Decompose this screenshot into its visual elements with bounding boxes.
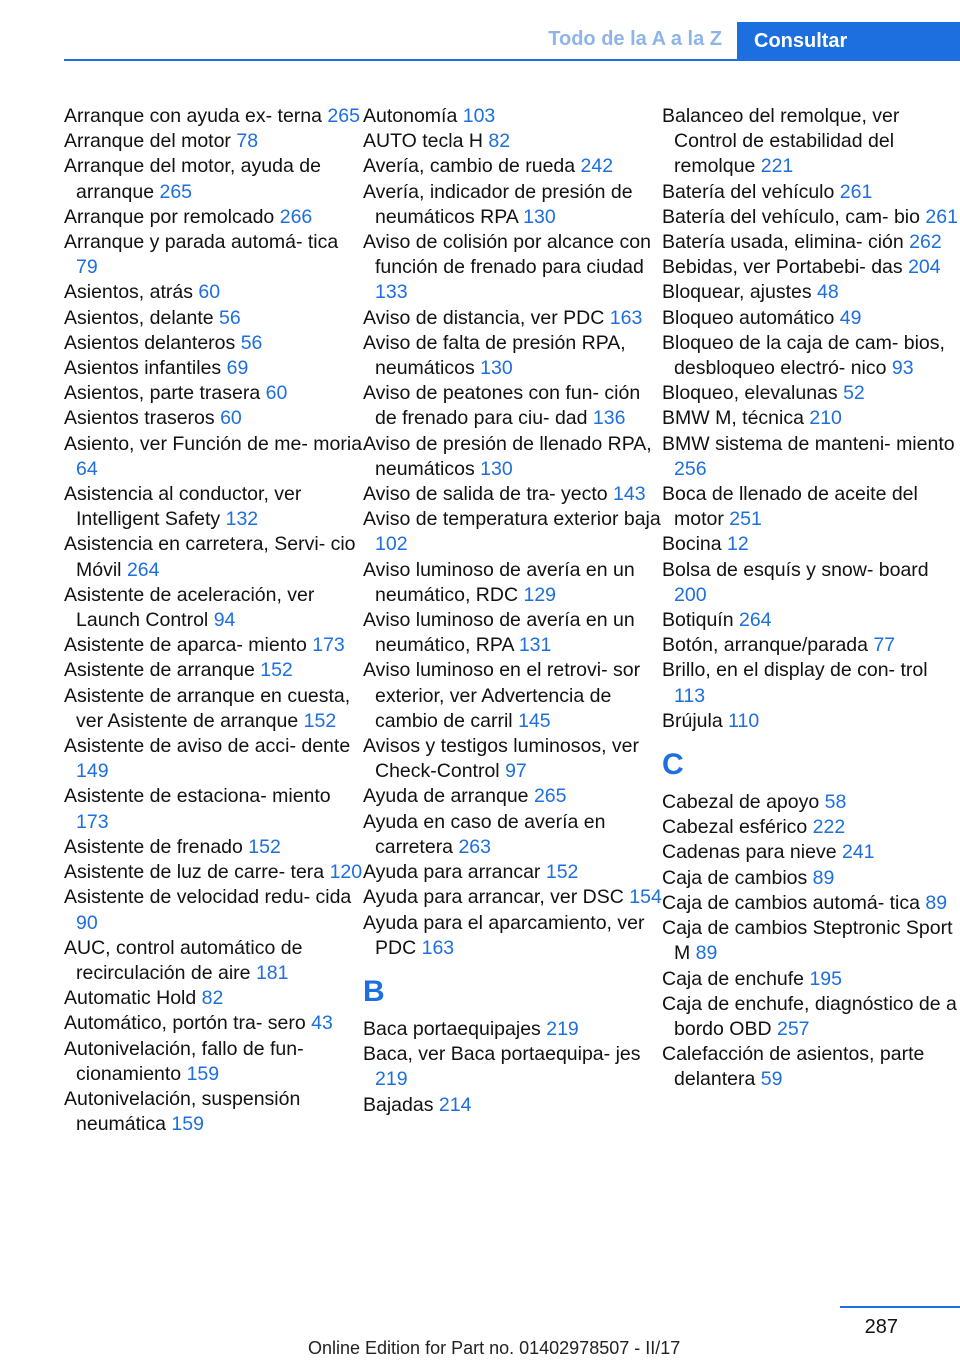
page-reference-link[interactable]: 130 (523, 205, 556, 228)
footer-rule (840, 1306, 960, 1308)
index-entry-term: Asistente de velocidad redu‐ cida (64, 886, 352, 909)
page-reference-link[interactable]: 103 (462, 105, 496, 127)
page-reference-link[interactable]: 265 (159, 180, 193, 203)
page-reference-link[interactable]: 49 (839, 306, 862, 329)
index-column-2 (363, 104, 663, 1118)
index-entry-term: Asistente de arranque en cuesta, ver Asistente de arranque (64, 684, 351, 732)
index-entry-term: Asientos delanteros (64, 331, 236, 354)
page-reference-link[interactable]: 219 (375, 1068, 408, 1091)
index-entry-term: Arranque del motor (64, 130, 231, 153)
page-reference-link[interactable]: 241 (841, 841, 875, 864)
index-entry-term: Aviso de falta de presión RPA, neumáticos (363, 331, 626, 380)
index-entry (662, 633, 960, 658)
index-entry (64, 885, 364, 935)
index-entry (363, 306, 663, 331)
index-entry-term: Batería usada, elimina‐ ción (662, 231, 904, 254)
page-reference-link[interactable]: 90 (76, 911, 98, 934)
page-reference-link[interactable]: 56 (240, 331, 263, 354)
page-reference-link[interactable]: 149 (76, 760, 109, 783)
page-reference-link[interactable]: 265 (327, 105, 360, 127)
page-reference-link[interactable]: 159 (186, 1062, 220, 1085)
page-reference-link[interactable]: 59 (760, 1068, 783, 1091)
index-entry-term: Aviso de colisión por alcance con función de frenado para ciudad (363, 231, 651, 279)
page-reference-link[interactable]: 261 (839, 180, 873, 203)
page-reference-link[interactable]: 173 (76, 810, 109, 833)
index-letter-heading: B (363, 974, 385, 1008)
index-entry (64, 835, 364, 860)
index-entry (64, 406, 364, 431)
page-reference-link[interactable]: 159 (171, 1113, 204, 1136)
page-reference-link[interactable]: 152 (303, 709, 337, 732)
index-entry (64, 532, 364, 582)
index-entry (363, 104, 663, 129)
page-reference-link[interactable]: 64 (76, 457, 98, 480)
index-entry (662, 992, 960, 1042)
index-entry (64, 205, 364, 230)
page-reference-link[interactable]: 163 (421, 936, 455, 959)
page-reference-link[interactable]: 181 (255, 961, 289, 984)
index-entry (64, 936, 364, 986)
index-column-3 (662, 104, 960, 1093)
index-entry (662, 967, 960, 992)
index-entry-term: Avería, indicador de presión de neumáticos RPA (363, 180, 633, 228)
page-reference-link[interactable]: 130 (480, 457, 513, 480)
index-entry-term: Bebidas, ver Portabebi‐ das (662, 256, 903, 279)
page-reference-link[interactable]: 113 (674, 684, 706, 707)
index-entry-term: Cadenas para nieve (662, 841, 837, 864)
index-entry (64, 104, 364, 129)
page-reference-link[interactable]: 48 (817, 281, 839, 304)
page-reference-link[interactable]: 77 (873, 634, 896, 657)
index-entry (64, 734, 364, 784)
page-reference-link[interactable]: 52 (843, 382, 865, 405)
index-entry (662, 306, 960, 331)
index-entry-term: Asistente de luz de carre‐ tera (64, 861, 325, 884)
index-entry (363, 1042, 663, 1092)
index-entry-term: Balanceo del remolque, ver Control de estabilidad del remolque (662, 105, 900, 178)
index-entry (64, 658, 364, 683)
index-entry (363, 154, 663, 179)
index-entry (64, 154, 364, 204)
index-entry-term: Botón, arranque/parada (662, 634, 868, 657)
page-reference-link[interactable]: 131 (518, 634, 552, 657)
page-reference-link[interactable]: 264 (126, 558, 160, 581)
index-entry-term: Arranque y parada automá‐ tica (64, 231, 339, 254)
page-reference-link[interactable]: 264 (738, 609, 772, 632)
page-reference-link[interactable]: 60 (265, 382, 288, 405)
index-entry-term: Baca portaequipajes (363, 1017, 541, 1040)
index-entry-term: Asiento, ver Función de me‐ moria (64, 432, 363, 455)
index-entry (363, 911, 663, 961)
index-entry-term: Caja de cambios automá‐ tica (662, 891, 920, 914)
index-entry-term: Aviso luminoso en el retrovi‐ sor exterior, ver Advertencia de cambio de carril (363, 659, 641, 732)
index-entry-term: Cabezal de apoyo (662, 791, 820, 814)
section-title: Todo de la A a la Z (548, 28, 722, 50)
index-entry (363, 1093, 663, 1118)
index-entry-term: Aviso luminoso de avería en un neumático, RDC (363, 558, 635, 606)
index-entry-term: Batería del vehículo (662, 180, 835, 203)
index-entry-term: Asientos, delante (64, 306, 214, 329)
page-reference-link[interactable]: 82 (201, 987, 224, 1010)
index-entry (662, 280, 960, 305)
index-entry-term: Ayuda para el aparcamiento, ver PDC (363, 911, 645, 959)
page-reference-link[interactable]: 262 (909, 231, 942, 254)
index-entry-term: Asientos traseros (64, 407, 215, 430)
index-entry-term: Asistente de frenado (64, 835, 243, 858)
index-entry (363, 331, 663, 381)
index-entry (662, 790, 960, 815)
index-entry-term: Bloqueo de la caja de cam‐ bios, desbloqueo electró‐ nico (662, 331, 945, 380)
index-entry (662, 255, 960, 280)
index-entry (662, 406, 960, 431)
index-entry (662, 840, 960, 865)
page-reference-link[interactable]: 58 (824, 791, 847, 814)
index-entry (363, 658, 663, 734)
page-reference-link[interactable]: 214 (438, 1093, 472, 1116)
index-entry-term: Aviso de temperatura exterior baja (363, 508, 661, 531)
page-reference-link[interactable]: 219 (546, 1017, 579, 1040)
edition-note: Online Edition for Part no. 01402978507 - II/17 (308, 1338, 681, 1358)
page-reference-link[interactable]: 69 (226, 357, 249, 380)
index-entry (363, 558, 663, 608)
index-entry-term: Asistente de estaciona‐ miento (64, 785, 331, 808)
index-entry-term: Asistente de aviso de acci‐ dente (64, 735, 351, 758)
index-entry-term: Boca de llenado de aceite del motor (662, 483, 918, 531)
index-entry (363, 129, 663, 154)
index-entry (363, 180, 663, 230)
page-reference-link[interactable]: 130 (480, 357, 513, 380)
index-entry-term: Aviso de salida de tra‐ yecto (363, 483, 608, 506)
page-number: 287 (864, 1316, 898, 1338)
index-entry (363, 810, 663, 860)
index-entry (363, 230, 663, 306)
index-entry (662, 1042, 960, 1092)
index-entry (662, 709, 960, 734)
index-entry-term: Bajadas (363, 1093, 434, 1116)
index-entry-term: Caja de cambios Steptronic Sport M (662, 917, 953, 965)
index-entry-term: Aviso de presión de llenado RPA, neumáticos (363, 432, 652, 480)
index-entry (662, 331, 960, 381)
index-entry (363, 507, 663, 557)
index-entry-term: Ayuda para arrancar, ver DSC (363, 886, 624, 909)
page-reference-link[interactable]: 120 (329, 861, 363, 884)
page-reference-link[interactable]: 200 (674, 583, 707, 606)
index-entry (662, 532, 960, 557)
index-entry-term: Bloqueo automático (662, 306, 835, 329)
index-entry (363, 381, 663, 431)
index-column-1 (64, 104, 364, 1137)
page-reference-link[interactable]: 56 (219, 306, 241, 329)
index-entry-term: AUC, control automático de recirculación de aire (64, 936, 303, 984)
page-reference-link[interactable]: 263 (458, 835, 491, 858)
page-reference-link[interactable]: 43 (311, 1012, 333, 1035)
page-reference-link[interactable]: 60 (220, 407, 242, 430)
index-entry (64, 986, 364, 1011)
index-entry (64, 1011, 364, 1036)
page-reference-link[interactable]: 152 (545, 861, 579, 884)
page-reference-link[interactable]: 93 (891, 357, 914, 380)
page-reference-link[interactable]: 145 (518, 709, 551, 732)
index-entry-term: Asientos, atrás (64, 281, 193, 304)
index-entry-term: Caja de enchufe, diagnóstico de a bordo OBD (662, 992, 957, 1040)
page-reference-link[interactable]: 132 (225, 508, 259, 531)
index-entry-term: Asistente de arranque (64, 659, 255, 682)
page-reference-link[interactable]: 89 (925, 891, 948, 914)
page-reference-link[interactable]: 60 (198, 281, 221, 304)
index-entry-term: AUTO tecla H (363, 130, 483, 153)
page-reference-link[interactable]: 222 (812, 816, 846, 839)
page-reference-link[interactable]: 152 (260, 659, 293, 682)
index-entry (64, 280, 364, 305)
index-entry-term: Bloqueo, elevalunas (662, 382, 838, 405)
index-entry-term: Ayuda para arrancar (363, 861, 541, 884)
index-entry-term: Caja de cambios (662, 866, 808, 889)
index-entry (662, 815, 960, 840)
page-reference-link[interactable]: 97 (505, 760, 527, 783)
index-entry (64, 684, 364, 734)
index-entry (363, 1017, 663, 1042)
page-reference-link[interactable]: 256 (674, 457, 707, 480)
page-reference-link[interactable]: 133 (375, 281, 408, 304)
index-entry-term: Ayuda en caso de avería en carretera (363, 810, 606, 858)
index-entry-term: Asistencia en carretera, Servi‐ cio Móvil (64, 533, 356, 581)
page-reference-link[interactable]: 136 (592, 407, 626, 430)
index-entry-term: Aviso luminoso de avería en un neumático, RPA (363, 609, 635, 657)
page-reference-link[interactable]: 195 (809, 967, 842, 990)
index-entry-term: Bloquear, ajustes (662, 281, 812, 304)
index-entry (64, 784, 364, 834)
index-entry-term: Bolsa de esquís y snow‐ board (662, 558, 929, 581)
index-entry (64, 1087, 364, 1137)
index-entry-term: Autonivelación, fallo de fun‐ cionamiento (64, 1037, 304, 1085)
page-reference-link[interactable]: 154 (629, 886, 662, 909)
index-entry (64, 583, 364, 633)
page-reference-link[interactable]: 251 (729, 508, 762, 531)
page-reference-link[interactable]: 89 (695, 942, 718, 965)
index-entry (363, 432, 663, 482)
index-entry (64, 306, 364, 331)
index-entry (363, 608, 663, 658)
index-entry (64, 356, 364, 381)
page-reference-link[interactable]: 129 (523, 583, 557, 606)
index-entry (64, 860, 364, 885)
index-entry (662, 205, 960, 230)
page-reference-link[interactable]: 257 (776, 1017, 810, 1040)
index-entry (662, 104, 960, 180)
index-entry-term: Brillo, en el display de con‐ trol (662, 659, 928, 682)
index-entry (363, 482, 663, 507)
index-entry (64, 432, 364, 482)
index-entry (64, 1037, 364, 1087)
index-entry-term: Arranque por remolcado (64, 205, 275, 228)
index-entry-term: Bocina (662, 533, 722, 556)
index-entry-term: Aviso de peatones con fun‐ ción de frenado para ciu‐ dad (363, 382, 641, 430)
page-reference-link[interactable]: 266 (279, 205, 313, 228)
index-entry-term: Aviso de distancia, ver PDC (363, 306, 605, 329)
index-entry (363, 860, 663, 885)
index-entry (662, 230, 960, 255)
index-entry-term: Autonomía (363, 105, 458, 127)
index-entry-term: Botiquín (662, 609, 734, 632)
index-entry (64, 381, 364, 406)
index-entry-term: Asientos infantiles (64, 357, 222, 380)
page-reference-link[interactable]: 221 (760, 155, 794, 178)
index-entry-term: Autonivelación, suspensión neumática (64, 1087, 301, 1136)
index-entry-term: Ayuda de arranque (363, 785, 529, 808)
index-entry-term: BMW M, técnica (662, 407, 804, 430)
index-entry-term: Calefacción de asientos, parte delantera (662, 1043, 925, 1091)
index-letter-heading: C (662, 748, 684, 782)
page-reference-link[interactable]: 261 (925, 205, 958, 228)
index-entry-term: Arranque con ayuda ex‐ terna (64, 105, 322, 127)
page-reference-link[interactable]: 102 (375, 533, 408, 556)
index-entry (64, 482, 364, 532)
index-entry-term: Asistente de aceleración, ver Launch Control (64, 583, 315, 632)
index-entry-term: Automatic Hold (64, 987, 197, 1010)
index-entry (662, 608, 960, 633)
page-reference-link[interactable]: 242 (580, 155, 614, 178)
index-entry (662, 482, 960, 532)
page-reference-link[interactable]: 89 (812, 866, 835, 889)
page-reference-link[interactable]: 204 (908, 256, 941, 279)
index-entry-term: Avisos y testigos luminosos, ver Check-Control (363, 735, 639, 783)
page-reference-link[interactable]: 173 (312, 634, 345, 657)
index-entry-term: Cabezal esférico (662, 816, 808, 839)
index-entry-term: BMW sistema de manteni‐ miento (662, 432, 955, 455)
index-entry (64, 633, 364, 658)
index-entry-term: Brújula (662, 709, 723, 732)
index-entry (662, 432, 960, 482)
index-entry (64, 331, 364, 356)
index-entry-term: Caja de enchufe (662, 967, 805, 990)
index-entry (64, 230, 364, 280)
page-reference-link[interactable]: 110 (728, 709, 760, 732)
index-entry-term: Asistencia al conductor, ver Intelligent Safety (64, 483, 302, 531)
index-entry (363, 734, 663, 784)
index-entry-term: Arranque del motor, ayuda de arranque (64, 155, 321, 203)
page-reference-link[interactable]: 82 (488, 130, 511, 153)
page-reference-link[interactable]: 12 (727, 533, 749, 556)
page-reference-link[interactable]: 78 (236, 130, 259, 153)
index-entry (662, 381, 960, 406)
index-entry (662, 866, 960, 891)
index-entry (662, 180, 960, 205)
index-entry (662, 558, 960, 608)
page-reference-link[interactable]: 79 (76, 256, 98, 279)
index-entry (662, 658, 960, 708)
index-entry-term: Asistente de aparca‐ miento (64, 634, 307, 657)
index-entry (64, 129, 364, 154)
index-entry (662, 916, 960, 966)
chapter-tab: Consultar (737, 22, 960, 61)
index-entry (363, 885, 663, 910)
page-reference-link[interactable]: 163 (609, 306, 643, 329)
index-entry-term: Asientos, parte trasera (64, 382, 261, 405)
page-reference-link[interactable]: 152 (248, 835, 281, 858)
index-entry (662, 891, 960, 916)
page-reference-link[interactable]: 143 (613, 483, 646, 506)
page-reference-link[interactable]: 265 (533, 785, 567, 808)
page-reference-link[interactable]: 94 (213, 609, 236, 632)
index-entry (363, 784, 663, 809)
index-entry-term: Automático, portón tra‐ sero (64, 1012, 306, 1035)
page-reference-link[interactable]: 210 (809, 407, 842, 430)
index-entry-term: Batería del vehículo, cam‐ bio (662, 205, 920, 228)
index-entry-term: Baca, ver Baca portaequipa‐ jes (363, 1043, 641, 1066)
index-entry-term: Avería, cambio de rueda (363, 155, 576, 178)
